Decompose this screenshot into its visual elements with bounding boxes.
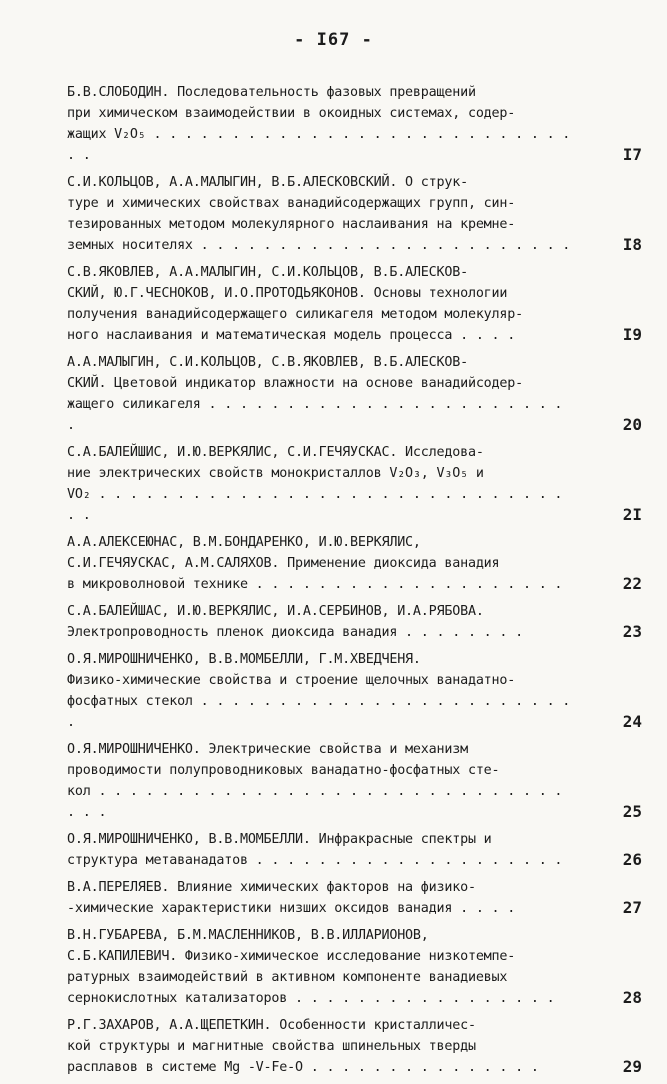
entry-page-number: 24: [622, 712, 642, 731]
entry-page-number: 27: [622, 898, 642, 917]
entry-text: Б.В.СЛОБОДИН. Последовательность фазовых превращений при химическом взаимодействии в окоидных системах, содер- жащих V₂O₅ . . . . . . . . . . . . . . . . . . . . . . . . . . . . .: [67, 85, 571, 163]
table-of-contents: [67, 82, 642, 1084]
toc-entry: [67, 262, 642, 346]
entry-text: В.А.ПЕРЕЛЯЕВ. Влияние химических факторов на физико- -химические характеристики низших оксидов ванадия . . . .: [67, 880, 516, 916]
entry-text: В.Н.ГУБАРЕВА, Б.М.МАСЛЕННИКОВ, В.В.ИЛЛАРИОНОВ, С.Б.КАПИЛЕВИЧ. Физико-химическое исследование низкотемпе- ратурных взаимодействий в активном компоненте ванадиевых сернокислотных катализаторов . . . . . . . . . . . . . . . . .: [67, 928, 555, 1006]
toc-entry: [67, 442, 642, 526]
entry-text: С.И.КОЛЬЦОВ, А.А.МАЛЫГИН, В.Б.АЛЕСКОВСКИЙ. О струк- туре и химических свойствах ванадийсодержащих групп, син- тезированных методом молекулярного наслаивания на кремне- земных носителях . . . . . . . . . . . . . . . . . . . . . . . .: [67, 175, 571, 253]
toc-entry: [67, 1015, 642, 1078]
toc-entry: [67, 172, 642, 256]
toc-entry: [67, 601, 642, 643]
entry-page-number: 2I: [622, 505, 642, 524]
entry-page-number: I9: [622, 325, 642, 344]
entry-page-number: I8: [622, 235, 642, 254]
entry-text: С.А.БАЛЕЙШАС, И.Ю.ВЕРКЯЛИС, И.А.СЕРБИНОВ, И.А.РЯБОВА. Электропроводность пленок диоксида ванадия . . . . . . . .: [67, 604, 523, 640]
entry-text: О.Я.МИРОШНИЧЕНКО, В.В.МОМБЕЛЛИ, Г.М.ХВЕДЧЕНЯ. Физико-химические свойства и строение щелочных ванадатно- фосфатных стекол . . . . . . . . . . . . . . . . . . . . . . . . .: [67, 652, 571, 730]
toc-entry: [67, 649, 642, 733]
entry-page-number: 20: [622, 415, 642, 434]
entry-text: О.Я.МИРОШНИЧЕНКО, В.В.МОМБЕЛЛИ. Инфракрасные спектры и структура метаванадатов . . . . . . . . . . . . . . . . . . . .: [67, 832, 563, 868]
entry-page-number: I7: [622, 145, 642, 164]
toc-entry: [67, 877, 642, 919]
toc-entry: [67, 352, 642, 436]
toc-entry: [67, 829, 642, 871]
entry-text: С.А.БАЛЕЙШИС, И.Ю.ВЕРКЯЛИС, С.И.ГЕЧЯУСКАС. Исследова- ние электрических свойств монокристаллов V₂O₃, V₃O₅ и VO₂ . . . . . . . . . . . . . . . . . . . . . . . . . . . . . . . .: [67, 445, 563, 523]
entry-page-number: 26: [622, 850, 642, 869]
entry-page-number: 29: [622, 1057, 642, 1076]
entry-page-number: 25: [622, 802, 642, 821]
entry-text: Р.Г.ЗАХАРОВ, А.А.ЩЕПЕТКИН. Особенности кристалличес- кой структуры и магнитные свойства шпинельных тверды расплавов в системе Mg -V-Fe-O . . . . . . . . . . . . . . .: [67, 1018, 539, 1075]
entry-page-number: 28: [622, 988, 642, 1007]
toc-entry: [67, 82, 642, 166]
entry-text: О.Я.МИРОШНИЧЕНКО. Электрические свойства и механизм проводимости полупроводниковых ванадатно-фосфатных сте- кол . . . . . . . . . . . . . . . . . . . . . . . . . . . . . . . . .: [67, 742, 563, 820]
entry-text: А.А.АЛЕКСЕЮНАС, В.М.БОНДАРЕНКО, И.Ю.ВЕРКЯЛИС, С.И.ГЕЧЯУСКАС, А.М.САЛЯХОВ. Применение диоксида ванадия в микроволновой технике . . . . . . . . . . . . . . . . . . . .: [67, 535, 563, 592]
entry-page-number: 23: [622, 622, 642, 641]
entry-text: А.А.МАЛЫГИН, С.И.КОЛЬЦОВ, С.В.ЯКОВЛЕВ, В.Б.АЛЕСКОВ- СКИЙ. Цветовой индикатор влажности на основе ванадийсодер- жащего силикагеля . . . . . . . . . . . . . . . . . . . . . . . .: [67, 355, 563, 433]
entry-page-number: 22: [622, 574, 642, 593]
toc-entry: [67, 739, 642, 823]
toc-entry: [67, 532, 642, 595]
entry-text: С.В.ЯКОВЛЕВ, А.А.МАЛЫГИН, С.И.КОЛЬЦОВ, В.Б.АЛЕСКОВ- СКИЙ, Ю.Г.ЧЕСНОКОВ, И.О.ПРОТОДЬЯКОНОВ. Основы технологии получения ванадийсодержащего силикагеля методом молекуляр- ного наслаивания и математическая модель процесса . . . .: [67, 265, 523, 343]
toc-entry: [67, 925, 642, 1009]
page-number: - I67 -: [294, 30, 373, 50]
